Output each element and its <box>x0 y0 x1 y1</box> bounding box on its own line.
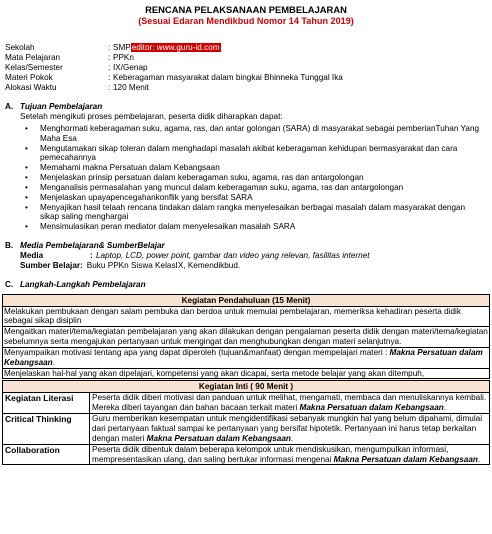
section-title: Langkah-Langkah Pembelajaran <box>20 279 146 289</box>
info-label: Mata Pelajaran <box>5 53 61 63</box>
activity-topic: Makna Persatuan dalam Kebangsaan <box>299 403 444 413</box>
section-title: Tujuan Pembelajaran <box>20 102 103 112</box>
section-a-heading <box>5 102 492 112</box>
list-item: • Menghormati keberagaman suku, agama, ras, dan antar golongan (SARA) di masyarakat sebagai pemberianTuhan Yang Maha Esa <box>33 124 480 144</box>
inti-header: Kegiatan Inti ( 90 Menit ) <box>3 381 489 393</box>
section-letter: B. <box>5 241 14 251</box>
section-letter: A. <box>5 102 14 112</box>
table-row: Menjelaskan hal-hal yang akan dipelajari, kompetensi yang akan dicapai, serta metode belajar yang akan ditempuh, <box>4 368 425 378</box>
row-end: . <box>52 357 55 367</box>
info-value: SMP <box>113 43 131 53</box>
info-separator: : <box>108 53 111 63</box>
list-item: • Menyajikan hasil telaah rencana tindakan dalam rangka menyelesaikan berbagai masalah dalam masyarakat dengan sikap saling menghargai <box>33 203 480 223</box>
info-row-time <box>5 83 492 93</box>
table-row <box>3 393 489 414</box>
info-row-class <box>5 63 492 73</box>
source-row <box>20 261 492 271</box>
media-row <box>20 251 492 261</box>
objectives-list <box>0 124 492 232</box>
activity-topic: Makna Persatuan dalam Kebangsaan <box>333 454 478 464</box>
info-label: Sekolah <box>5 43 35 53</box>
pendahuluan-table <box>2 294 490 380</box>
info-row-school <box>5 43 492 53</box>
source-label: Sumber Belajar: <box>20 260 83 270</box>
info-label: Alokasi Waktu <box>5 83 57 93</box>
activity-label: Critical Thinking <box>3 414 90 444</box>
activity-end: . <box>443 403 447 413</box>
doc-title: RENCANA PELAKSANAAN PEMBELAJARAN <box>145 4 347 15</box>
section-a-intro: Setelah mengikuti proses pembelajaran, peserta didik diharapkan dapat: <box>20 112 283 122</box>
media-value: Laptop, LCD, power point, gambar dan video yang relevan, fasilitas internet <box>96 251 370 260</box>
table-row <box>3 445 489 465</box>
info-separator: : <box>108 63 111 73</box>
section-b-heading <box>5 241 492 251</box>
info-value: PPKn <box>113 53 134 63</box>
list-item: • Menjelaskan upayapencegahankonflik yang bersifat SARA <box>33 193 480 203</box>
row-topic: Makna Persatuan dalam Kebangsaan <box>4 347 483 367</box>
inti-table <box>2 380 490 465</box>
section-title: Media Pembelajaran& SumberBelajar <box>20 241 165 251</box>
list-item: • Menjelaskan prinsip persatuan dalam keberagaman suku, agama, ras dan antargolongan <box>33 173 480 183</box>
info-value: IX/Genap <box>113 63 148 73</box>
table-row <box>3 414 489 445</box>
list-item: • Mengutamakan sikap toleran dalam menghadapi masalah akibat keberagaman kehidupan bermasyarakat dan cara pemecahannya <box>33 144 480 164</box>
table-row: Mengaitkan materi/tema/kegiatan pembelajaran yang akan dilakukan dengan pengalaman peserta didik dengan materi/tema/kegiatan sebelumnya serta mengajukan pertanyaan untuk mengingat dan menghubungkan dengan materi selanjutnya. <box>4 327 488 347</box>
info-label: Materi Pokok <box>5 73 53 83</box>
activity-label: Collaboration <box>3 445 90 465</box>
activity-text: Peserta didik dibentuk dalam beberapa kelompok untuk mendiskusikan, mengumpulkan informasi, mempresentasikan ulang, dan saling bertukar informasi mengenai <box>92 444 449 464</box>
list-item: • Mensimulasikan peran mediator dalam menyelesaikan masalah SARA <box>33 222 480 232</box>
activity-label: Kegiatan Literasi <box>3 393 90 413</box>
table-row <box>3 348 489 369</box>
activity-end: . <box>290 433 294 443</box>
row-text: Menyampaikan motivasi tentang apa yang dapat diperoleh (tujuan&manfaat) dengan mempelajari materi : <box>4 347 388 357</box>
info-value: Keberagaman masyarakat dalam bingkai Bhinneka Tunggal Ika <box>113 73 343 83</box>
doc-subtitle: (Sesuai Edaran Mendikbud Nomor 14 Tahun 2019) <box>138 16 354 27</box>
identity-block <box>5 43 492 93</box>
media-separator: : <box>90 251 93 260</box>
activity-text: Guru memberikan kesempatan untuk mengidentifikasi sebanyak mungkin hal yang belum dipahami, dimulai dari pertanyaan faktual sampai ke pertanyaan yang bersifat hipotetik. Pertanyaan ini harus tetap berkaitan dengan materi <box>92 414 483 443</box>
info-separator: : <box>108 43 111 53</box>
list-item: • Menganalisis permasalahan yang muncul dalam keberagaman suku, agama, ras dan antargolongan <box>33 183 480 193</box>
section-c-heading <box>5 280 492 290</box>
editor-watermark: editor: www.guru-id.com <box>131 43 220 53</box>
document-page <box>0 4 492 534</box>
info-value: 120 Menit <box>113 83 149 93</box>
activity-topic: Makna Persatuan dalam Kebangsaan <box>146 433 291 443</box>
section-letter: C. <box>5 279 14 289</box>
info-row-topic <box>5 73 492 83</box>
list-item: • Memahami makna Persatuan dalam Kebangsaan <box>33 163 480 173</box>
info-row-subject <box>5 53 492 63</box>
pendahuluan-header: Kegiatan Pendahuluan (15 Menit) <box>3 295 489 307</box>
activity-text: Peserta didik diberi motivasi dan panduan untuk melihat, mengamati, membaca dan menuliskannya kembali. Mereka diberi tayangan dan bahan bacaan terkait materi <box>92 393 487 413</box>
info-separator: : <box>108 83 111 93</box>
media-label: Media <box>20 251 44 260</box>
source-value: Buku PPKn Siswa KelasIX, Kemendikbud. <box>86 260 241 270</box>
activity-end: . <box>477 454 481 464</box>
info-separator: : <box>108 73 111 83</box>
table-row: Melakukan pembukaan dengan salam pembuka dan berdoa untuk memulai pembelajaran, memeriksa kehadiran peserta didik sebagai sikap disiplin <box>3 307 489 328</box>
info-label: Kelas/Semester <box>5 63 63 73</box>
